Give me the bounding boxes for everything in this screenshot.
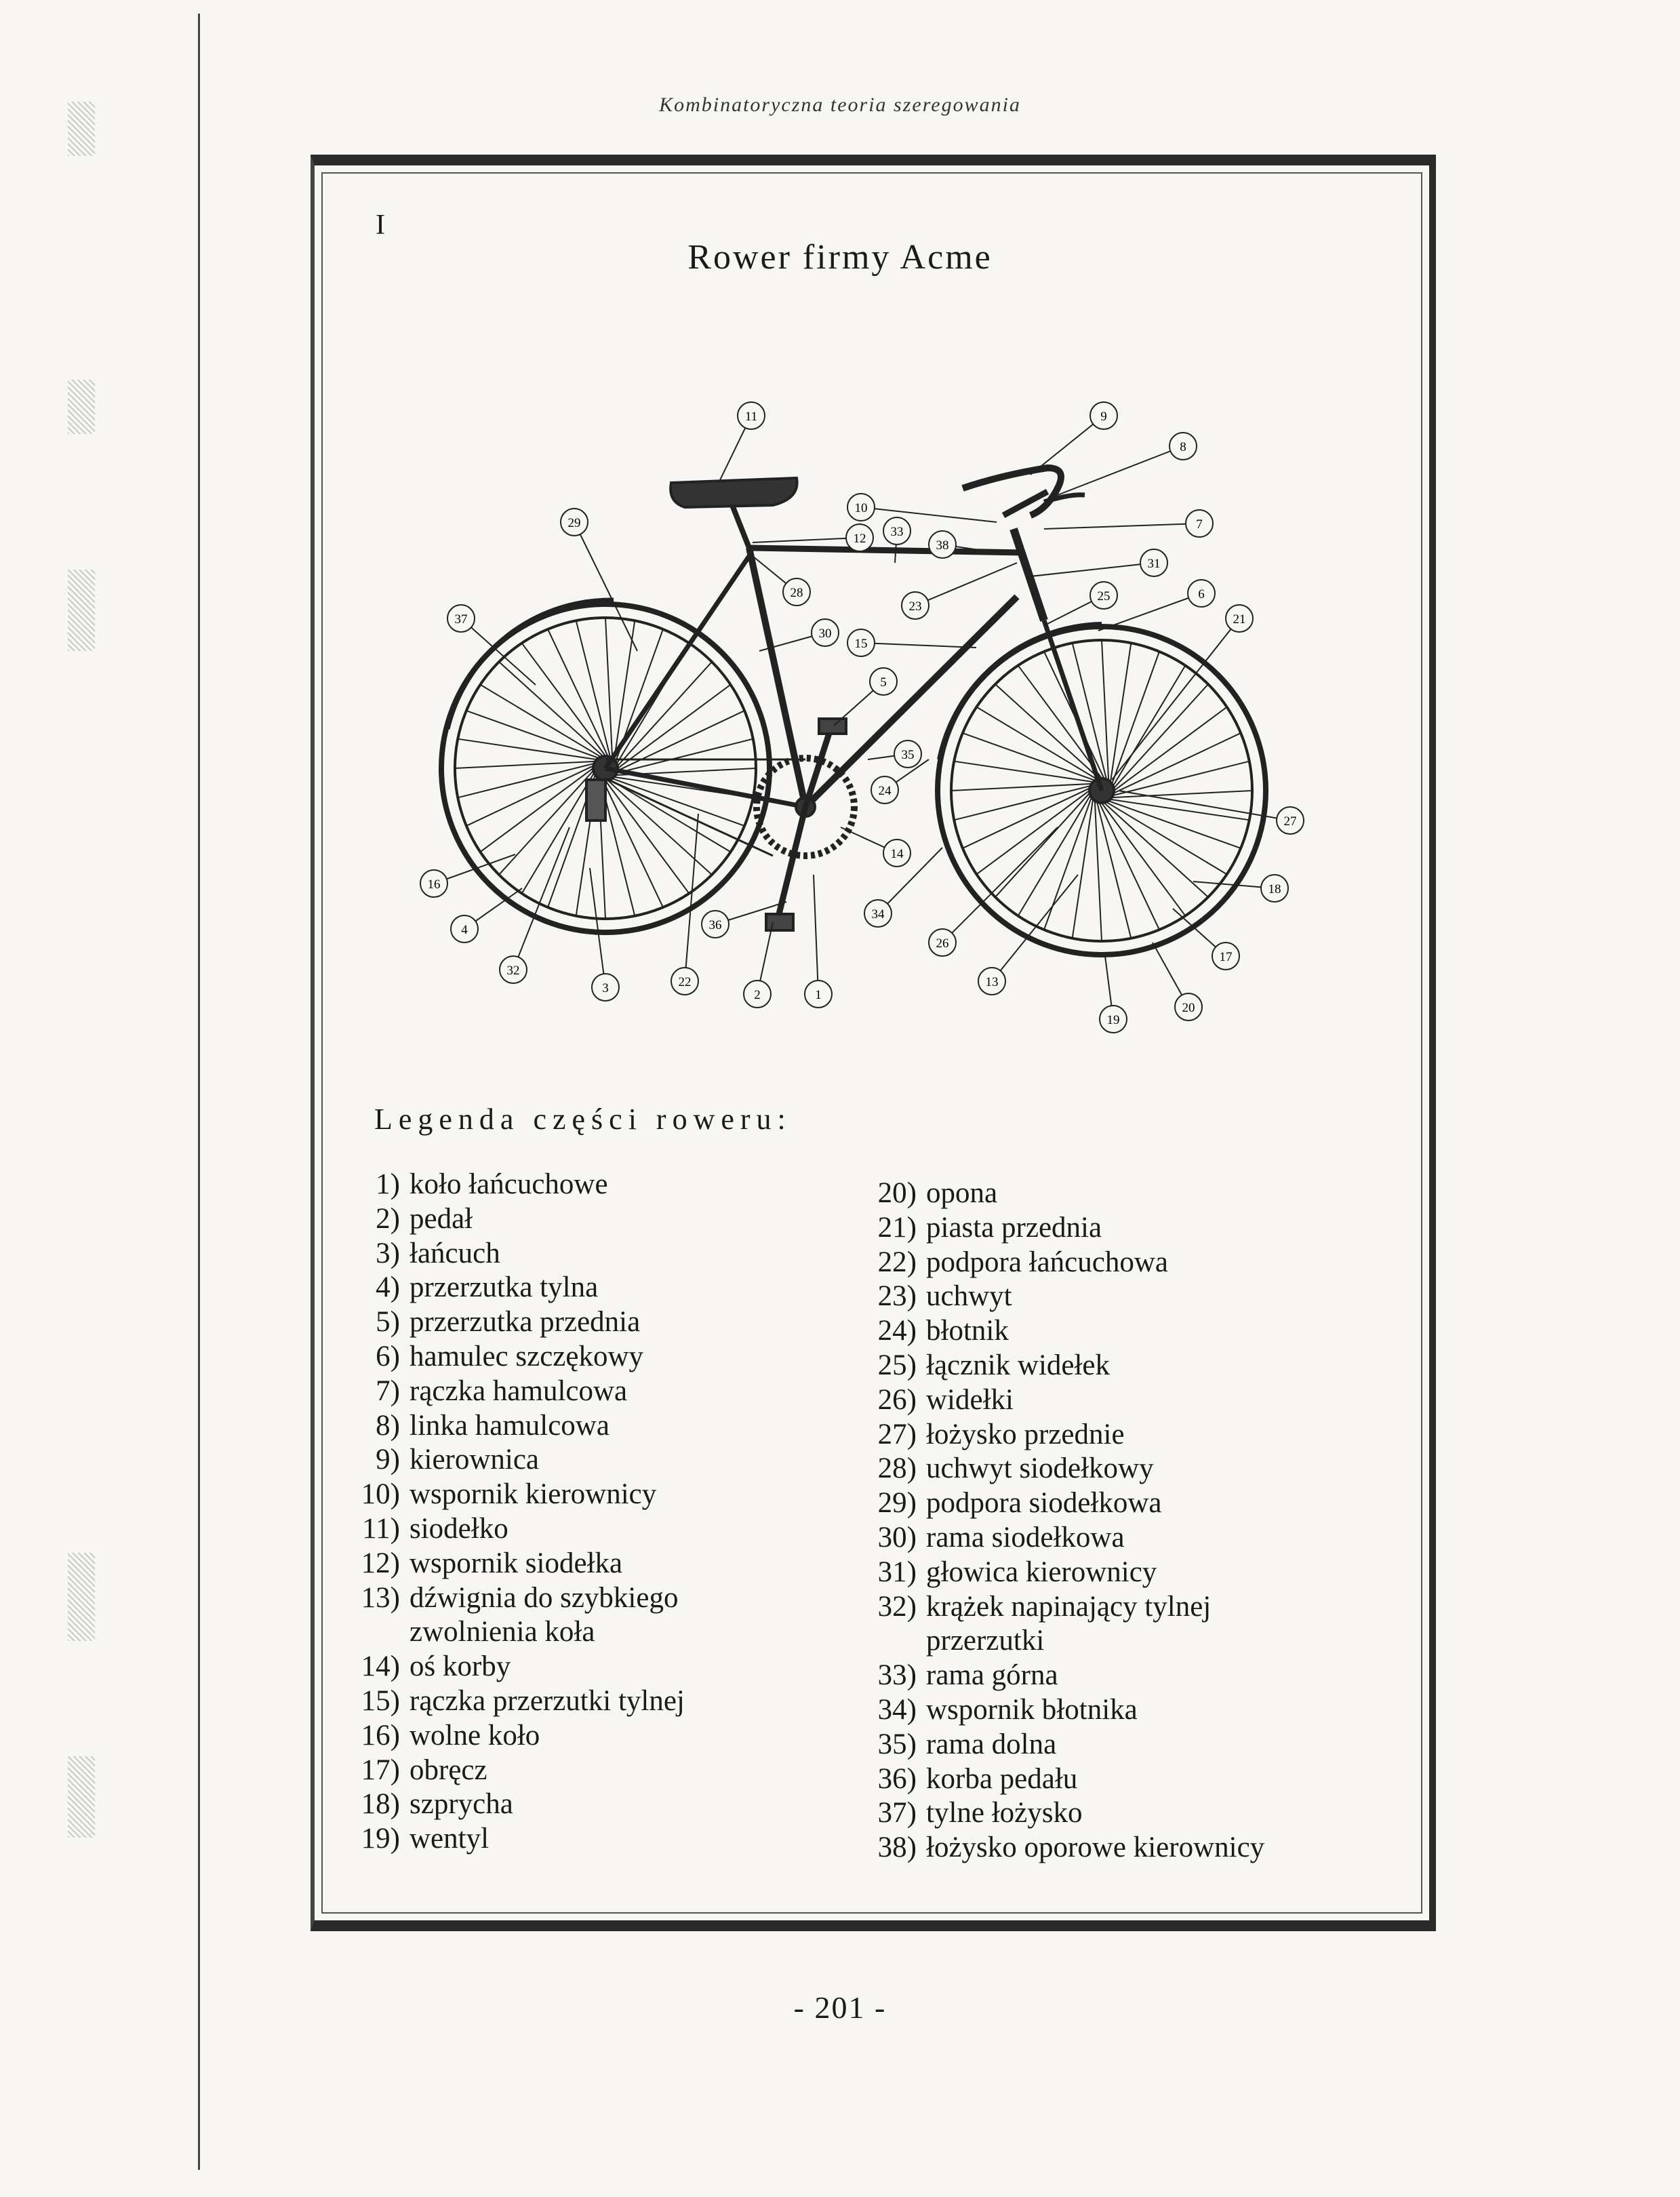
front-fender <box>939 624 1102 759</box>
spoke <box>607 780 712 875</box>
legend-item-number: 36) <box>877 1762 917 1795</box>
spoke <box>976 791 1089 875</box>
legend-item-text: łańcuch <box>409 1237 500 1269</box>
legend-item <box>325 1787 776 1822</box>
legend-item-text: głowica kierownicy <box>926 1556 1157 1588</box>
spoke <box>1112 791 1252 797</box>
legend-left-column <box>325 1168 776 1857</box>
legend-item <box>325 1305 776 1340</box>
legend-item-text: uchwyt siodełkowy <box>926 1452 1154 1485</box>
legend-item-text: podpora łańcuchowa <box>926 1246 1168 1278</box>
callout-number-25: 25 <box>1097 589 1111 603</box>
legend-item-number: 26) <box>877 1383 917 1416</box>
legend-item-number: 3) <box>376 1237 400 1269</box>
bicycle-diagram <box>0 0 1680 1085</box>
pedal-up <box>819 719 846 734</box>
spoke <box>1018 665 1102 778</box>
legend-item-text: błotnik <box>926 1315 1009 1347</box>
legend-item-text: opona <box>926 1177 998 1209</box>
legend-item-number: 33) <box>877 1659 917 1692</box>
callout-number-23: 23 <box>908 599 922 614</box>
spoke <box>605 618 612 758</box>
legend-item <box>325 1581 776 1650</box>
callout-leader-26 <box>942 827 1058 943</box>
legend-item-number: 14) <box>361 1650 400 1683</box>
legend-item-text: łożysko oporowe kierownicy <box>926 1832 1265 1864</box>
legend-item <box>822 1246 1292 1280</box>
legend-item-number: 7) <box>376 1374 400 1407</box>
callout-number-8: 8 <box>1180 440 1186 454</box>
callout-number-24: 24 <box>878 784 892 798</box>
legend-item-number: 27) <box>877 1418 917 1450</box>
callout-number-20: 20 <box>1182 1001 1195 1015</box>
legend-item <box>822 1280 1292 1314</box>
callout-number-35: 35 <box>901 748 915 762</box>
legend-item <box>822 1349 1292 1383</box>
callout-number-33: 33 <box>890 525 904 539</box>
legend-item-text: piasta przednia <box>926 1211 1102 1244</box>
callout-number-12: 12 <box>853 532 866 546</box>
callout-number-9: 9 <box>1100 410 1107 424</box>
callout-number-7: 7 <box>1196 517 1203 532</box>
legend-item-number: 20) <box>877 1177 917 1209</box>
legend-item <box>822 1762 1292 1797</box>
legend-item-number: 22) <box>877 1246 917 1278</box>
spoke <box>951 784 1092 791</box>
legend-item <box>822 1452 1292 1486</box>
callout-number-2: 2 <box>754 988 761 1002</box>
callout-leader-3 <box>590 868 605 987</box>
legend-item-number: 28) <box>877 1452 917 1485</box>
spoke <box>1113 665 1186 786</box>
legend-item-number: 9) <box>376 1444 400 1476</box>
legend-item <box>822 1521 1292 1556</box>
spoke <box>1114 707 1227 791</box>
legend-item-number: 31) <box>877 1556 917 1588</box>
callout-number-1: 1 <box>815 988 822 1002</box>
spoke <box>480 768 593 852</box>
section-mark: I <box>376 210 385 241</box>
legend-item <box>325 1443 776 1478</box>
callout-number-14: 14 <box>890 847 904 861</box>
crank-arm-down <box>778 807 805 917</box>
spoke <box>1114 733 1241 793</box>
callout-number-10: 10 <box>854 501 868 515</box>
legend-item-text: hamulec szczękowy <box>409 1340 644 1372</box>
legend-item-text: przerzutka tylna <box>409 1271 599 1304</box>
spoke <box>1099 803 1159 930</box>
legend-item-number: 15) <box>361 1684 400 1717</box>
legend-item-text: siodełko <box>409 1512 508 1545</box>
legend-item <box>325 1168 776 1202</box>
legend-item-text: rama dolna <box>926 1728 1057 1760</box>
legend-item-number: 35) <box>877 1728 917 1760</box>
legend-item <box>822 1590 1292 1659</box>
callout-leader-8 <box>1058 446 1183 495</box>
callout-leader-15 <box>861 643 976 648</box>
callout-leader-13 <box>992 875 1078 981</box>
spoke <box>995 793 1089 897</box>
callout-number-28: 28 <box>790 586 803 600</box>
legend-item-number: 34) <box>877 1693 917 1726</box>
callout-number-3: 3 <box>602 981 609 995</box>
legend-item <box>822 1693 1292 1728</box>
spoke <box>963 788 1089 848</box>
spoke <box>1106 802 1227 875</box>
legend-item <box>325 1409 776 1444</box>
scan-speckle <box>68 1756 95 1838</box>
callout-number-16: 16 <box>427 877 441 892</box>
callout-number-36: 36 <box>708 918 722 932</box>
legend-item-number: 21) <box>877 1211 917 1244</box>
legend-item <box>325 1650 776 1684</box>
callout-number-4: 4 <box>461 923 468 937</box>
saddle <box>671 478 797 507</box>
chain-stay <box>605 768 805 807</box>
callout-number-27: 27 <box>1283 814 1297 829</box>
legend-item-number: 30) <box>877 1521 917 1553</box>
legend-item-text: szprycha <box>409 1788 513 1821</box>
legend-item <box>325 1374 776 1409</box>
spoke <box>455 761 595 768</box>
legend-right-column <box>822 1176 1292 1865</box>
legend-item <box>325 1340 776 1374</box>
legend-item <box>325 1719 776 1754</box>
legend-item-number: 25) <box>877 1349 917 1381</box>
callout-number-29: 29 <box>567 516 581 530</box>
legend-item <box>325 1512 776 1547</box>
callout-number-21: 21 <box>1233 612 1246 627</box>
spoke <box>603 780 663 907</box>
legend-item-text: korba pedału <box>926 1762 1078 1795</box>
legend-item-number: 24) <box>877 1315 917 1347</box>
head-tube <box>1014 529 1044 620</box>
legend-item <box>822 1211 1292 1246</box>
legend-item-number: 37) <box>877 1797 917 1829</box>
legend-item-number: 18) <box>361 1788 400 1821</box>
callout-number-37: 37 <box>454 612 468 627</box>
legend-item-text: łącznik widełek <box>926 1349 1111 1381</box>
callout-leader-23 <box>915 563 1017 606</box>
callout-number-15: 15 <box>854 637 868 651</box>
legend-item-number: 4) <box>376 1271 400 1304</box>
legend-item <box>822 1796 1292 1831</box>
legend-item-number: 5) <box>376 1306 400 1339</box>
callout-number-18: 18 <box>1268 882 1281 896</box>
legend-item <box>822 1831 1292 1865</box>
spoke <box>1095 801 1102 941</box>
legend-item-number: 38) <box>877 1832 917 1864</box>
legend-item-text: koło łańcuchowe <box>409 1168 608 1200</box>
pedal-down <box>766 914 793 930</box>
spoke <box>480 685 601 757</box>
legend-item <box>822 1486 1292 1521</box>
legend-item-text: łożysko przednie <box>926 1418 1125 1450</box>
legend-item-number: 11) <box>362 1512 400 1545</box>
rear-derailleur <box>586 780 605 820</box>
legend-item-text: wspornik kierownicy <box>409 1478 657 1511</box>
legend-item-text: podpora siodełkowa <box>926 1487 1162 1520</box>
spoke <box>499 662 603 756</box>
legend-item-text: obręcz <box>409 1754 487 1786</box>
callout-number-26: 26 <box>936 936 949 951</box>
legend-item-text: wentyl <box>409 1823 489 1855</box>
legend-item-number: 17) <box>361 1754 400 1786</box>
callout-number-13: 13 <box>985 975 999 989</box>
callout-number-5: 5 <box>880 675 887 690</box>
callout-number-11: 11 <box>744 410 758 424</box>
spoke <box>548 629 608 756</box>
callout-leader-22 <box>685 814 698 981</box>
legend-item <box>325 1822 776 1857</box>
page-number: - 201 - <box>793 1990 887 2025</box>
legend-item <box>822 1418 1292 1452</box>
callout-number-19: 19 <box>1106 1013 1120 1027</box>
legend-item <box>822 1556 1292 1590</box>
legend-item-number: 23) <box>877 1280 917 1313</box>
legend-item-text: dźwignia do szybkiego zwolnienia koła <box>409 1581 679 1648</box>
legend-item <box>325 1237 776 1271</box>
legend-item-number: 19) <box>361 1823 400 1855</box>
legend-item <box>325 1478 776 1512</box>
legend-item <box>822 1659 1292 1693</box>
legend-item-number: 2) <box>376 1202 400 1235</box>
callout-number-32: 32 <box>506 964 520 978</box>
figure-title: Rower firmy Acme <box>687 238 993 277</box>
legend-item-text: przerzutka przednia <box>409 1306 641 1339</box>
scan-speckle <box>68 1553 95 1641</box>
callout-leader-1 <box>814 875 818 994</box>
legend-item <box>822 1314 1292 1349</box>
legend-item-text: krążek napinający tylnej przerzutki <box>926 1590 1212 1657</box>
spoke <box>499 770 593 875</box>
legend-item-text: kierownica <box>409 1444 540 1476</box>
callout-leader-7 <box>1044 523 1199 529</box>
seat-post <box>732 505 749 548</box>
legend-item-number: 12) <box>361 1547 400 1579</box>
spoke <box>1114 684 1208 789</box>
callout-number-17: 17 <box>1219 950 1233 964</box>
legend-item <box>325 1547 776 1581</box>
legend-item-text: rama siodełkowa <box>926 1521 1125 1553</box>
legend-item-text: rama górna <box>926 1659 1058 1692</box>
callout-number-6: 6 <box>1198 587 1205 601</box>
legend-item-number: 32) <box>877 1590 917 1623</box>
spoke <box>1104 803 1208 897</box>
callout-leader-10 <box>861 507 997 522</box>
callout-number-22: 22 <box>678 975 692 989</box>
spoke <box>522 773 595 894</box>
legend-item-number: 6) <box>376 1340 400 1372</box>
legend-item <box>325 1202 776 1237</box>
legend-item-text: rączka hamulcowa <box>409 1374 628 1407</box>
legend-item-text: rączka przerzutki tylnej <box>409 1684 685 1717</box>
legend-item-number: 16) <box>361 1719 400 1751</box>
legend-item-text: uchwyt <box>926 1280 1012 1313</box>
callout-number-31: 31 <box>1147 557 1161 571</box>
legend-item-number: 29) <box>877 1487 917 1520</box>
spoke <box>522 643 606 756</box>
legend-item <box>822 1383 1292 1418</box>
callout-leader-31 <box>1031 563 1154 576</box>
legend-item <box>822 1176 1292 1211</box>
legend-item-number: 10) <box>361 1478 400 1511</box>
legend-item-text: linka hamulcowa <box>409 1409 609 1442</box>
callout-number-38: 38 <box>936 538 949 553</box>
legend-item <box>325 1754 776 1788</box>
callout-leader-32 <box>513 827 569 970</box>
spoke <box>1102 640 1108 780</box>
legend-item-text: wspornik błotnika <box>926 1693 1138 1726</box>
legend-item-text: pedał <box>409 1202 473 1235</box>
legend-item <box>325 1271 776 1305</box>
legend-item <box>822 1728 1292 1762</box>
legend-item-text: oś korby <box>409 1650 511 1683</box>
spoke <box>1102 803 1186 916</box>
callout-number-34: 34 <box>871 907 885 922</box>
running-header: Kombinatoryczna teoria szeregowania <box>659 94 1021 116</box>
legend-item-text: wspornik siodełka <box>409 1547 623 1579</box>
callout-number-30: 30 <box>818 627 832 641</box>
legend-item-number: 8) <box>376 1409 400 1442</box>
legend-item-text: wolne koło <box>409 1719 540 1751</box>
spoke <box>466 766 593 826</box>
legend-item-text: widełki <box>926 1383 1014 1416</box>
legend-heading: Legenda części roweru: <box>374 1103 792 1136</box>
callout-leader-12 <box>753 538 860 542</box>
legend-item-text: tylne łożysko <box>926 1797 1083 1829</box>
legend-item <box>325 1684 776 1719</box>
legend-item-number: 13) <box>361 1581 400 1614</box>
legend-item-number: 1) <box>376 1168 400 1200</box>
